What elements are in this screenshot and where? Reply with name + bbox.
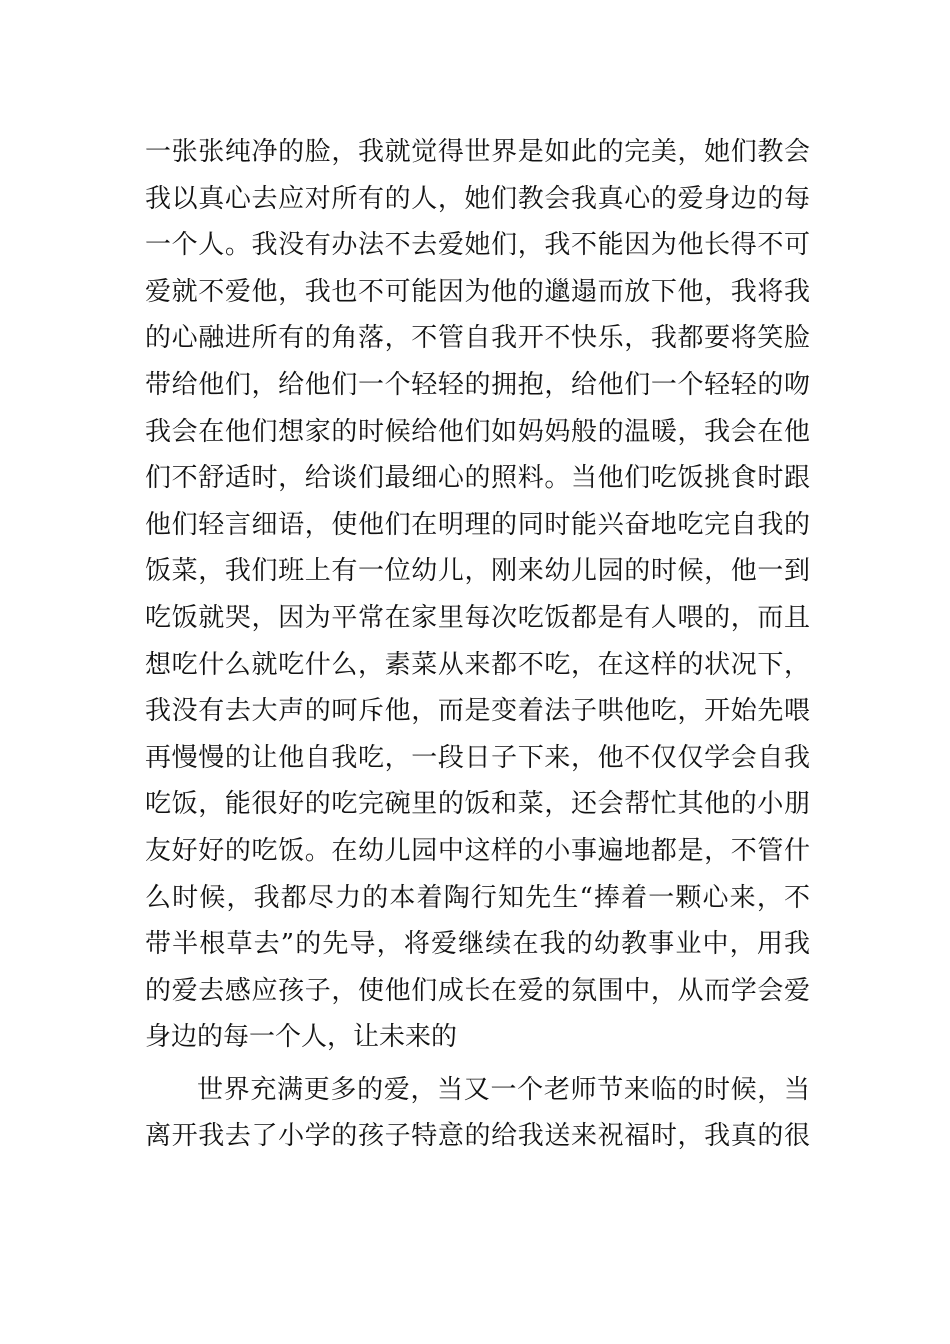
text-line: 世界充满更多的爱，当又一个老师节来临的时候，当	[197, 1074, 810, 1105]
text-line: 们不舒适时，给谈们最细心的照料。当他们吃饭挑食时跟	[145, 463, 810, 494]
text-line: 想吃什么就吃什么，素菜从来都不吃，在这样的状况下，	[145, 649, 810, 680]
paragraph-1	[145, 129, 810, 1061]
paragraph-2	[145, 1067, 810, 1160]
text-line: 身边的每一个人，让未来的	[145, 1022, 458, 1053]
body-text	[145, 129, 810, 1160]
text-line: 我以真心去应对所有的人，她们教会我真心的爱身边的每	[145, 183, 810, 214]
text-line: 友好好的吃饭。在幼儿园中这样的小事遍地都是，不管什	[145, 835, 810, 866]
text-line: 的心融进所有的角落，不管自我开不快乐，我都要将笑脸	[145, 323, 810, 354]
text-line: 饭菜，我们班上有一位幼儿，刚来幼儿园的时候，他一到	[145, 556, 810, 587]
text-line: 吃饭就哭，因为平常在家里每次吃饭都是有人喂的，而且	[145, 602, 810, 633]
text-line: 我会在他们想家的时候给他们如妈妈般的温暖，我会在他	[145, 416, 810, 447]
text-line: 他们轻言细语，使他们在明理的同时能兴奋地吃完自我的	[145, 509, 810, 540]
text-line: 爱就不爱他，我也不可能因为他的邋遢而放下他，我将我	[145, 276, 810, 307]
text-line: 我没有去大声的呵斥他，而是变着法子哄他吃，开始先喂	[145, 696, 810, 727]
text-line: 一张张纯净的脸，我就觉得世界是如此的完美，她们教会	[145, 137, 810, 167]
text-line: 离开我去了小学的孩子特意的给我送来祝福时，我真的很	[145, 1121, 810, 1152]
text-line: 的爱去感应孩子，使他们成长在爱的氛围中，从而学会爱	[145, 975, 810, 1006]
text-line: 再慢慢的让他自我吃，一段日子下来，他不仅仅学会自我	[145, 742, 810, 773]
text-line: 吃饭，能很好的吃完碗里的饭和菜，还会帮忙其他的小朋	[145, 789, 810, 820]
text-line: 带半根草去”的先导，将爱继续在我的幼教事业中，用我	[145, 929, 810, 960]
text-line: 一个人。我没有办法不去爱她们，我不能因为他长得不可	[145, 230, 810, 261]
text-line: 么时候，我都尽力的本着陶行知先生“捧着一颗心来，不	[145, 882, 810, 913]
text-line: 带给他们，给他们一个轻轻的拥抱，给他们一个轻轻的吻	[145, 369, 810, 400]
